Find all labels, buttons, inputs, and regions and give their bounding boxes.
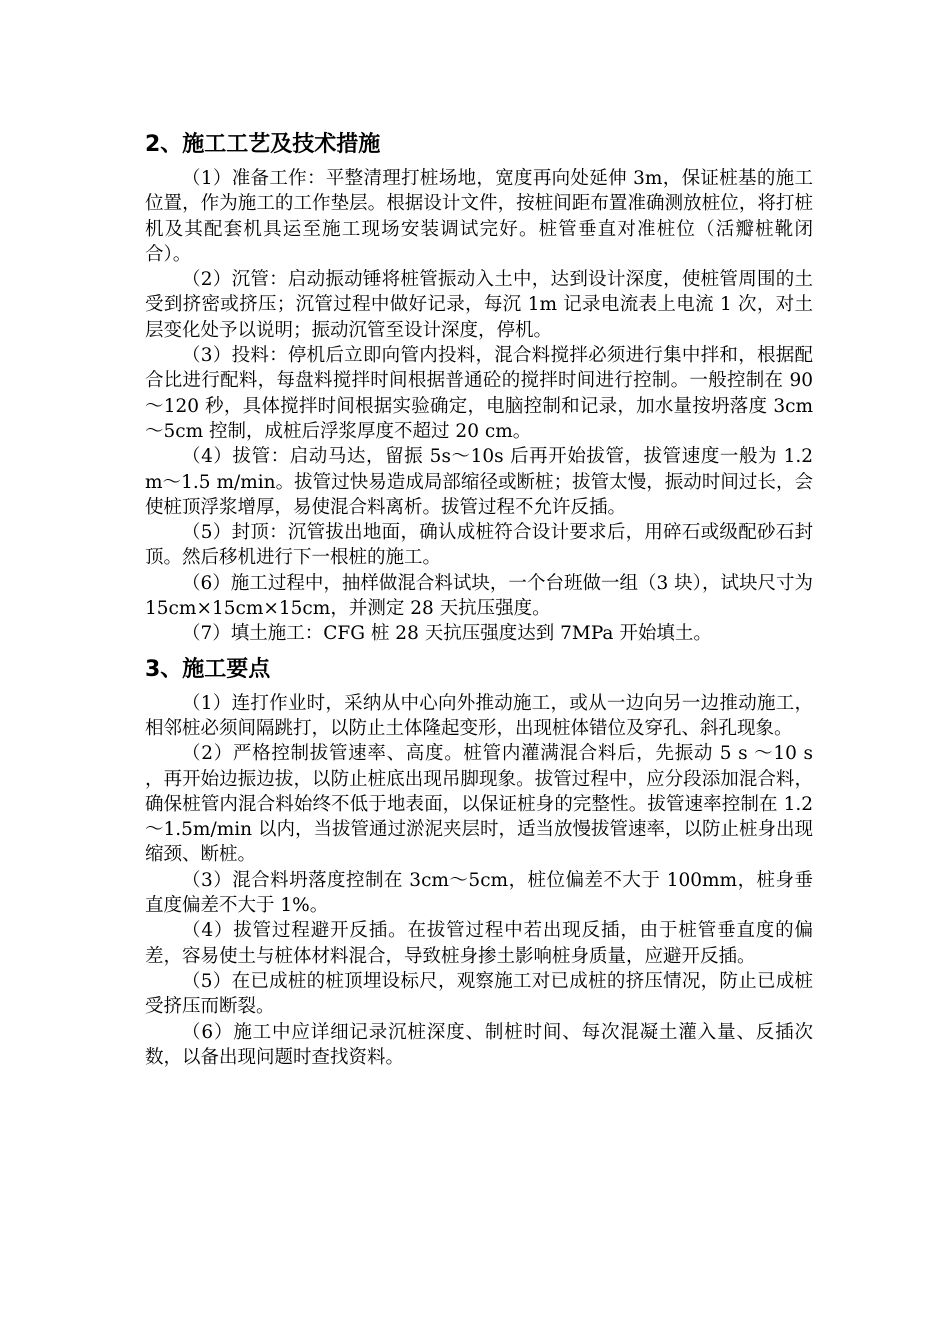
- section-title: 2、施工工艺及技术措施: [145, 132, 381, 157]
- section-construction-process: [145, 130, 813, 647]
- paragraph: （1）连打作业时，采纳从中心向外推动施工，或从一边向另一边推动施工，相邻桩必须间隔跳打，以防止土体隆起变形，出现桩体错位及穿孔、斜孔现象。: [145, 692, 813, 739]
- section-title: 3、施工要点: [145, 656, 271, 682]
- section-construction-key-points: [145, 655, 813, 1070]
- paragraph: （1）准备工作：平整清理打桩场地，宽度再向处延伸 3m，保证桩基的施工位置，作为施工的工作垫层。根据设计文件，按桩间距布置准确测放桩位，将打桩机及其配套机具运至施工现场安装调试完好。桩管垂直对准桩位（活瓣桩靴闭合）。: [145, 168, 813, 265]
- paragraph: （2）沉管：启动振动锤将桩管振动入土中，达到设计深度，使桩管周围的土受到挤密或挤压；沉管过程中做好记录，每沉 1m 记录电流表上电流 1 次，对土层变化处予以说明；振动沉管至设计深度，停机。: [145, 269, 813, 341]
- paragraph: （5）在已成桩的桩顶埋设标尺，观察施工对已成桩的挤压情况，防止已成桩受挤压而断裂。: [145, 970, 813, 1018]
- paragraph: （5）封顶：沉管拔出地面，确认成桩符合设计要求后，用碎石或级配砂石封顶。然后移机进行下一根桩的施工。: [145, 522, 813, 569]
- paragraph: （6）施工中应详细记录沉桩深度、制桩时间、每次混凝土灌入量、反插次数，以备出现问题时查找资料。: [145, 1021, 813, 1068]
- paragraph: （2）严格控制拔管速率、高度。桩管内灌满混合料后，先振动 5 s ～10 s ，再开始边振边拔，以防止桩底出现吊脚现象。拔管过程中，应分段添加混合料，确保桩管内混合料始终不低于地表面，以保证桩身的完整性。拔管速率控制在 1.2～1.5m/min 以内，当拔管通过淤泥夹层时，适当放慢拔管速率，以防止桩身出现缩颈、断桩。: [145, 743, 813, 866]
- paragraph: （4）拔管过程避开反插。在拔管过程中若出现反插，由于桩管垂直度的偏差，容易使土与桩体材料混合，导致桩身掺土影响桩身质量，应避开反插。: [145, 920, 813, 967]
- paragraph: （3）投料：停机后立即向管内投料，混合料搅拌必须进行集中拌和，根据配合比进行配料，每盘料搅拌时间根据普通砼的搅拌时间进行控制。一般控制在 90～120 秒，具体搅拌时间根据实验确定，电脑控制和记录，加水量按坍落度 3cm～5cm 控制，成桩后浮浆厚度不超过 20 cm。: [145, 345, 813, 442]
- document-page: [145, 130, 813, 1070]
- paragraph: （6）施工过程中，抽样做混合料试块，一个台班做一组（3 块），试块尺寸为 15cm×15cm×15cm，并测定 28 天抗压强度。: [145, 572, 813, 620]
- paragraph: （4）拔管：启动马达，留振 5s～10s 后再开始拔管，拔管速度一般为 1.2 m～1.5 m/min。拔管过快易造成局部缩径或断桩；拔管太慢，振动时间过长，会使桩顶浮浆增厚，易使混合料离析。拔管过程不允许反插。: [145, 446, 813, 518]
- paragraph: （7）填土施工：CFG 桩 28 天抗压强度达到 7MPa 开始填土。: [182, 623, 712, 645]
- paragraph: （3）混合料坍落度控制在 3cm～5cm，桩位偏差不大于 100mm，桩身垂直度偏差不大于 1%。: [145, 869, 813, 917]
